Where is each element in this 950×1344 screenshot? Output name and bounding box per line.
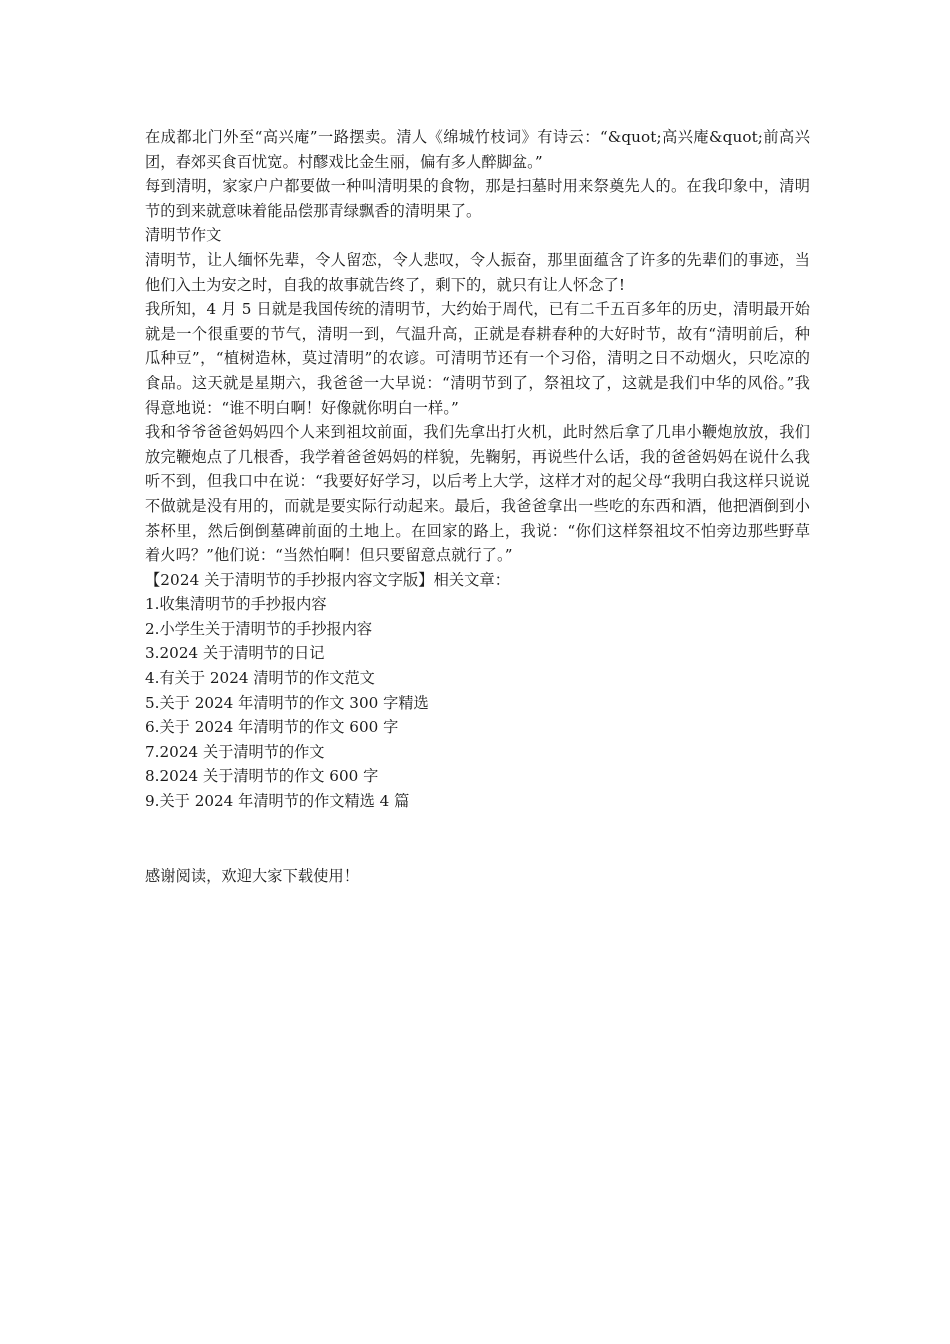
paragraph-4: 我所知，4 月 5 日就是我国传统的清明节，大约始于周代，已有二千五百多年的历史，清明最开始就是一个很重要的节气，清明一到，气温升高，正就是春耕春种的大好时节，故有“清明前后，种瓜种豆”，“植树造林，莫过清明”的农谚。可清明节还有一个习俗，清明之日不动烟火，只吃凉的食品。这天就是星期六，我爸爸一大早说：“清明节到了，祭祖坟了，这就是我们中华的风俗。”我得意地说：“谁不明白啊！好像就你明白一样。” [145,300,810,417]
related-item-9[interactable]: 9.关于 2024 年清明节的作文精选 4 篇 [145,792,410,811]
related-item-4[interactable]: 4.有关于 2024 清明节的作文范文 [145,669,375,688]
related-item-6[interactable]: 6.关于 2024 年清明节的作文 600 字 [145,718,399,737]
document-page [145,125,810,888]
paragraph-5: 我和爷爷爸爸妈妈四个人来到祖坟前面，我们先拿出打火机，此时然后拿了几串小鞭炮放放，我们放完鞭炮点了几根香，我学着爸爸妈妈的样貌，先鞠躬，再说些什么话，我的爸爸妈妈在说什么我听不到，但我口中在说：“我要好好学习，以后考上大学，这样才对的起父母“我明白我这样只说说不做就是没有用的，而就是要实际行动起来。最后，我爸爸拿出一些吃的东西和酒，他把酒倒到小茶杯里，然后倒倒墓碑前面的土地上。在回家的路上，我说：“你们这样祭祖坟不怕旁边那些野草着火吗？”他们说：“当然怕啊！但只要留意点就行了。” [145,423,810,565]
related-item-1[interactable]: 1.收集清明节的手抄报内容 [145,595,327,614]
paragraph-1: 在成都北门外至“高兴庵”一路摆卖。清人《绵城竹枝词》有诗云：“&quot;高兴庵&quot;前高兴团，春郊买食百忧宽。村醪戏比金生丽，偏有多人醉脚盆。” [145,128,810,171]
related-heading: 【2024 关于清明节的手抄报内容文字版】相关文章： [145,570,511,589]
related-item-8[interactable]: 8.2024 关于清明节的作文 600 字 [145,767,379,786]
section-heading: 清明节作文 [145,226,222,245]
paragraph-2: 每到清明，家家户户都要做一种叫清明果的食物，那是扫墓时用来祭奠先人的。在我印象中，清明节的到来就意味着能品偿那青绿飘香的清明果了。 [145,177,810,220]
related-item-5[interactable]: 5.关于 2024 年清明节的作文 300 字精选 [145,693,429,712]
related-item-2[interactable]: 2.小学生关于清明节的手抄报内容 [145,619,373,638]
related-articles [145,568,810,814]
paragraph-3: 清明节，让人缅怀先辈，令人留恋，令人悲叹，令人振奋，那里面蕴含了许多的先辈们的事迹，当他们入土为安之时，自我的故事就告终了，剩下的，就只有让人怀念了! [145,250,810,294]
related-item-3[interactable]: 3.2024 关于清明节的日记 [145,644,325,663]
closing-text: 感谢阅读，欢迎大家下载使用！ [145,866,360,885]
related-item-7[interactable]: 7.2024 关于清明节的作文 [145,742,325,761]
